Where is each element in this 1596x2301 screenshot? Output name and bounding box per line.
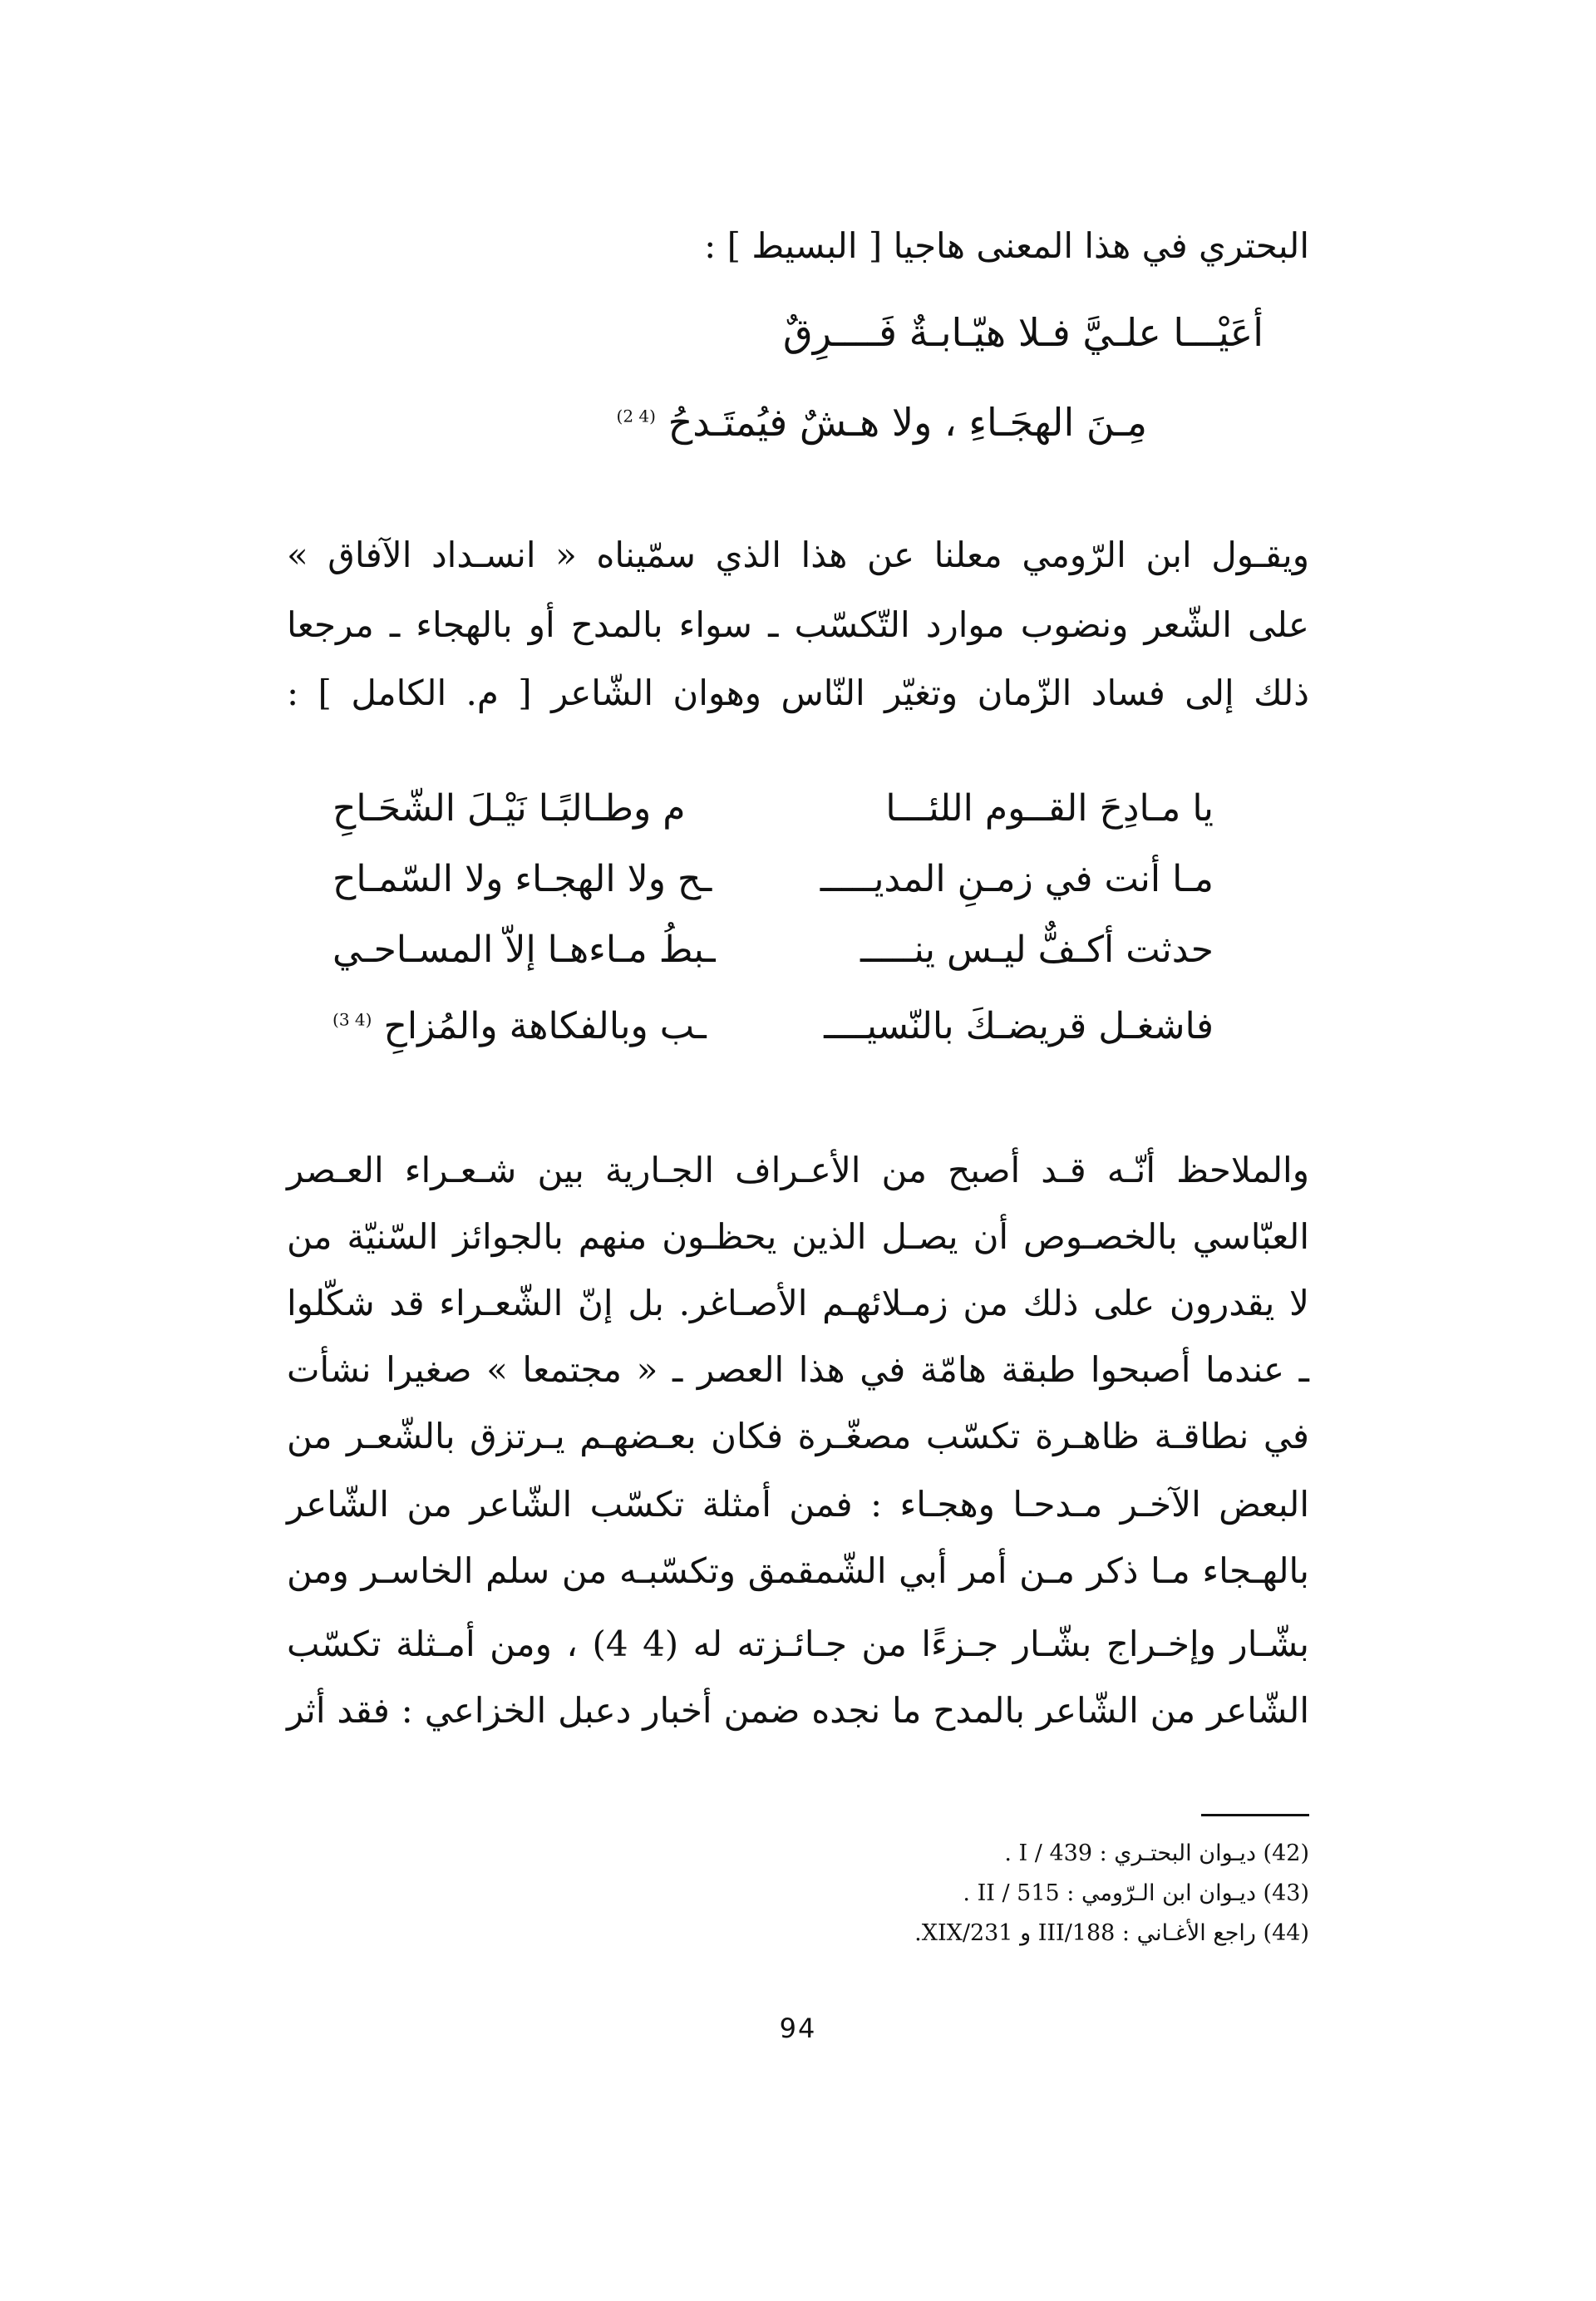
page-number: 94	[779, 2013, 817, 2044]
paragraph-1-line: ويقـول ابن الرّومي معلنا عن هذا الذي سمّيناه « انسـداد الآفاق »	[287, 535, 1309, 575]
footnote: (43) ديـوان ابن الـرّومي : II / 515 .	[963, 1880, 1309, 1906]
poem-row	[332, 852, 1214, 910]
poem-row	[332, 781, 1214, 840]
paragraph-2-line: والملاحظ أنّـه قـد أصبح من الأعـراف الجـارية بين شـعـراء العـصر	[287, 1150, 1309, 1190]
poem-second-hemistich: م وطـالبًـا نَيْـلَ الشّحَـاحِ	[332, 787, 686, 830]
couplet-line-2-text: مِـنَ الهجَـاءِ ، ولا هـشٌ فيُمتَـدحُ	[667, 400, 1147, 445]
poem-row	[332, 999, 1214, 1057]
poem-first-hemistich: حدثت أكـفٌّ ليـس ينـــــ	[860, 929, 1214, 971]
paragraph-2-line: البعض الآخـر مـدحـا وهجـاء : فمن أمثلة تكسّب الشّاعر من الشّاعر	[287, 1484, 1309, 1525]
paragraph-2-line: بشّـار وإخـراج بشّـار جـزءًا من جـائـزته له (4 4) ، ومن أمـثلة تكسّب	[287, 1624, 1309, 1664]
poem-first-hemistich: يا مـادِحَ القــوم اللئـــا	[885, 787, 1214, 830]
poem-second-hemistich	[332, 999, 707, 1054]
poem-row	[332, 923, 1214, 981]
footnote: (44) راجع الأغـاني : III/188 و XIX/231.	[914, 1920, 1309, 1946]
paragraph-2-line: في نطاقـة ظاهـرة تكسّب مصغّـرة فكان بعـضهـم يـرتزق بالشّعـر من	[287, 1416, 1309, 1456]
couplet-line-2	[617, 397, 1147, 447]
paragraph-1-line: ذلك إلى فساد الزّمان وتغيّر النّاس وهوان الشّاعر [ م. الكامل ] :	[287, 673, 1309, 713]
poem-second-hemistich-text: ـب وبالفكاهة والمُزاحِ	[383, 1005, 707, 1047]
paragraph-2-line: الشّاعر من الشّاعر بالمدح ما نجده ضمن أخبار دعبل الخزاعي : فقد أثر	[287, 1690, 1309, 1731]
paragraph-2-line: لا يقدرون على ذلك من زمـلائهـم الأصـاغر. بل إنّ الشّعـراء قد شكّلوا	[287, 1283, 1309, 1323]
poem-second-hemistich: ـبطُ مـاءهـا إلاّ المسـاحـي	[332, 929, 716, 971]
footnote-marker-43: (4 3)	[332, 1009, 372, 1030]
paragraph-2-line: ـ عندما أصبحوا طبقة هامّة في هذا العصر ـ « مجتمعا » صغيرا نشأت	[287, 1349, 1309, 1390]
footnote-marker-42: (4 2)	[616, 406, 656, 426]
footnote-separator	[1201, 1814, 1309, 1816]
paragraph-1-line: على الشّعر ونضوب موارد التّكسّب ـ سواء بالمدح أو بالهجاء ـ مرجعا	[287, 604, 1309, 645]
intro-line: البحتري في هذا المعنى هاجيا [ البسيط ] :	[704, 225, 1309, 266]
paragraph-2-line: بالهـجاء مـا ذكر مـن أمر أبي الشّمقمق وتكسّبـه من سلم الخاسـر ومن	[287, 1550, 1309, 1591]
poem-first-hemistich: مـا أنت في زمـنِ المديـــــ	[820, 858, 1214, 900]
poem-second-hemistich: ـح ولا الهجـاء ولا السّمـاح	[332, 858, 712, 900]
couplet-line-1: أعَيْـــا علـيَّ فـلا هيّـابـةٌ فَــــرِقٌ	[783, 310, 1264, 355]
footnote: (42) ديـوان البحتـري : I / 439 .	[1004, 1840, 1309, 1866]
paragraph-2-line: العبّاسي بالخصـوص أن يصـل الذين يحظـون منهم بالجوائز السّنيّة من	[287, 1216, 1309, 1257]
poem-first-hemistich: فاشغـل قريضـكَ بالنّسيــــ	[824, 1005, 1214, 1047]
